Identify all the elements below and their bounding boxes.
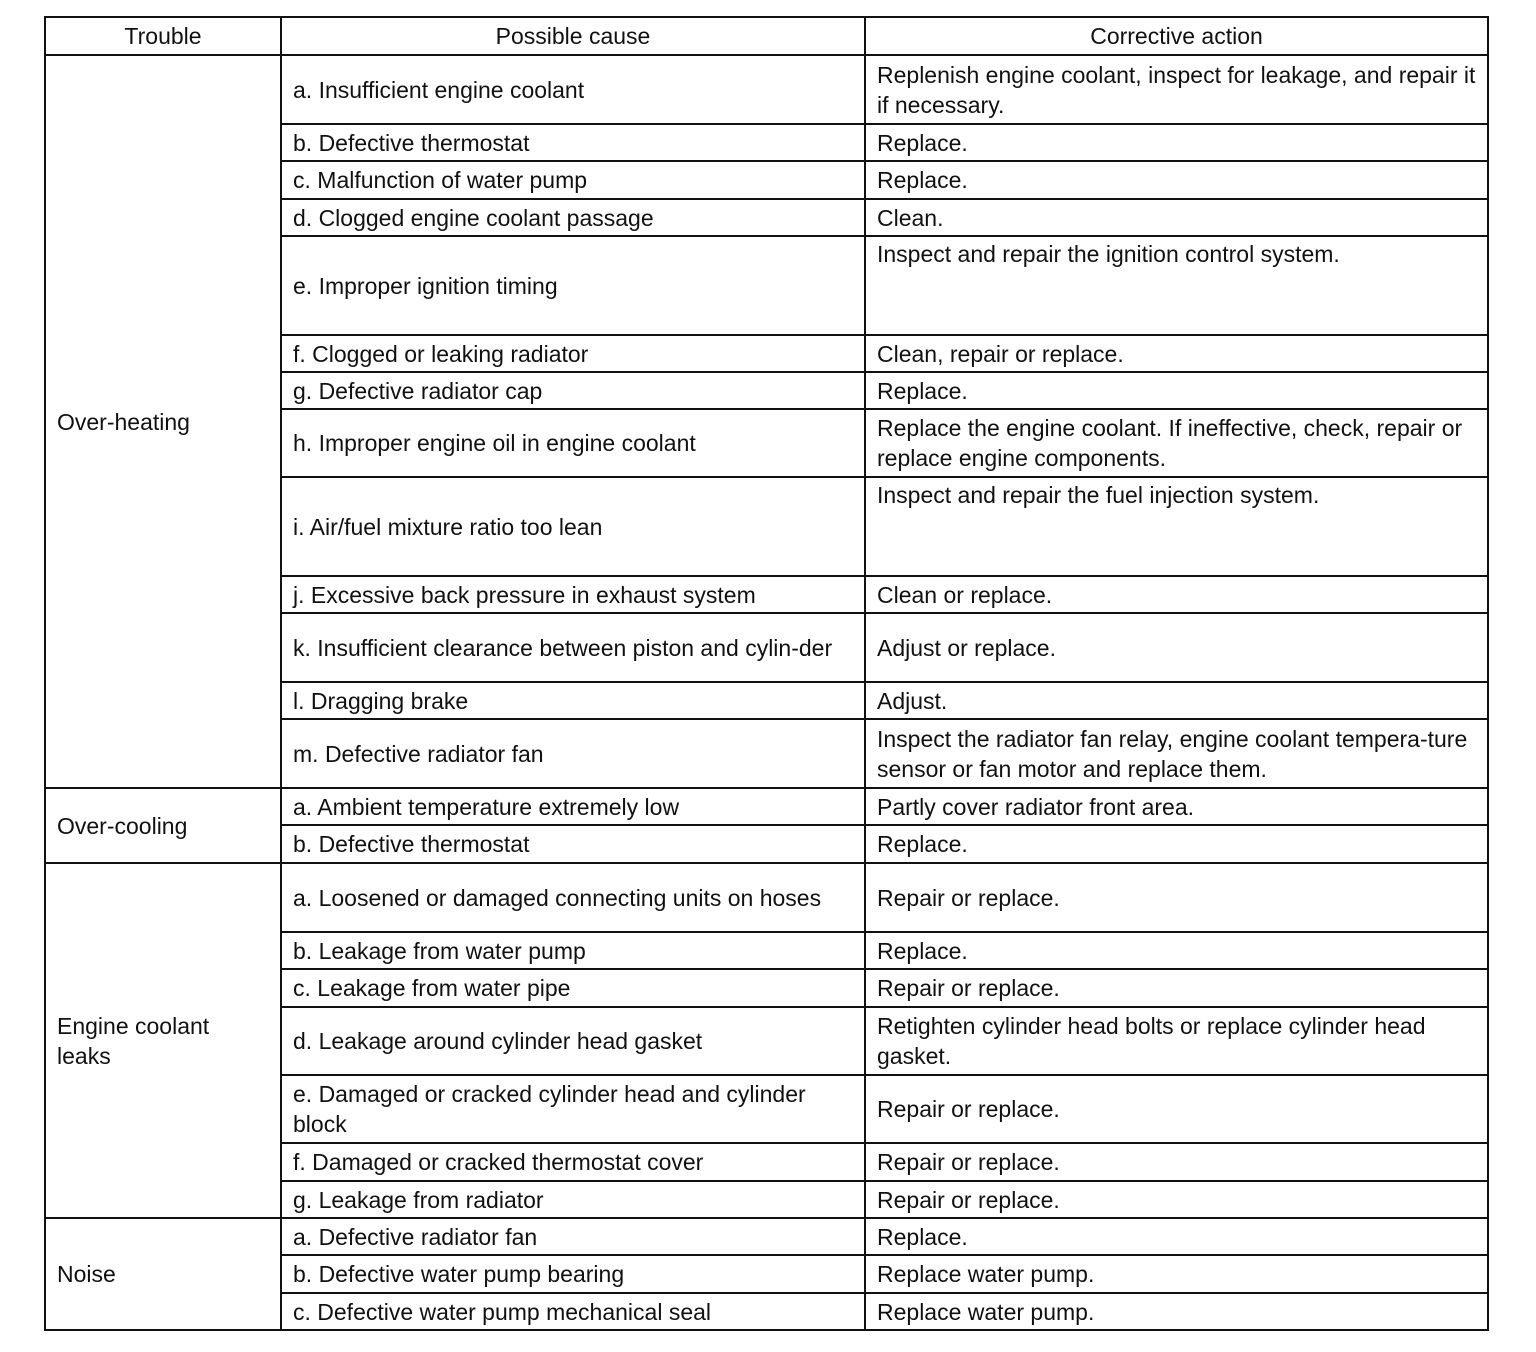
corrective-action-cell: Inspect the radiator fan relay, engine coolant tempera-ture sensor or fan motor and replace them.	[865, 719, 1488, 788]
corrective-action-cell: Inspect and repair the fuel injection system.	[865, 477, 1488, 576]
corrective-action-cell: Replenish engine coolant, inspect for leakage, and repair it if necessary.	[865, 55, 1488, 124]
corrective-action-cell: Replace.	[865, 372, 1488, 409]
possible-cause-cell: d. Clogged engine coolant passage	[281, 199, 865, 236]
possible-cause-cell: b. Defective thermostat	[281, 825, 865, 863]
possible-cause-cell: i. Air/fuel mixture ratio too lean	[281, 477, 865, 576]
corrective-action-cell: Clean or replace.	[865, 576, 1488, 613]
corrective-action-cell: Retighten cylinder head bolts or replace cylinder head gasket.	[865, 1007, 1488, 1075]
table-header	[45, 17, 1488, 55]
table-row	[45, 55, 1488, 124]
possible-cause-cell: e. Damaged or cracked cylinder head and cylinder block	[281, 1075, 865, 1143]
corrective-action-cell: Replace the engine coolant. If ineffective, check, repair or replace engine components.	[865, 409, 1488, 477]
possible-cause-cell: j. Excessive back pressure in exhaust system	[281, 576, 865, 613]
possible-cause-cell: g. Leakage from radiator	[281, 1181, 865, 1218]
possible-cause-cell: c. Defective water pump mechanical seal	[281, 1293, 865, 1330]
header-corrective-action: Corrective action	[865, 17, 1488, 55]
possible-cause-cell: k. Insufficient clearance between piston and cylin-der	[281, 613, 865, 682]
corrective-action-cell: Replace water pump.	[865, 1255, 1488, 1293]
header-trouble: Trouble	[45, 17, 281, 55]
corrective-action-cell: Clean.	[865, 199, 1488, 236]
corrective-action-cell: Replace.	[865, 932, 1488, 969]
possible-cause-cell: f. Clogged or leaking radiator	[281, 335, 865, 372]
possible-cause-cell: h. Improper engine oil in engine coolant	[281, 409, 865, 477]
possible-cause-cell: e. Improper ignition timing	[281, 236, 865, 335]
troubleshooting-table	[44, 16, 1489, 1331]
header-possible-cause: Possible cause	[281, 17, 865, 55]
corrective-action-cell: Repair or replace.	[865, 1181, 1488, 1218]
corrective-action-cell: Replace.	[865, 1218, 1488, 1255]
possible-cause-cell: d. Leakage around cylinder head gasket	[281, 1007, 865, 1075]
corrective-action-cell: Repair or replace.	[865, 1075, 1488, 1143]
possible-cause-cell: c. Malfunction of water pump	[281, 161, 865, 199]
corrective-action-cell: Replace.	[865, 161, 1488, 199]
corrective-action-cell: Replace.	[865, 825, 1488, 863]
possible-cause-cell: a. Loosened or damaged connecting units on hoses	[281, 863, 865, 932]
trouble-cell: Noise	[45, 1218, 281, 1330]
trouble-cell: Over-cooling	[45, 788, 281, 863]
corrective-action-cell: Inspect and repair the ignition control system.	[865, 236, 1488, 335]
corrective-action-cell: Adjust or replace.	[865, 613, 1488, 682]
possible-cause-cell: b. Defective water pump bearing	[281, 1255, 865, 1293]
corrective-action-cell: Replace.	[865, 124, 1488, 161]
corrective-action-cell: Partly cover radiator front area.	[865, 788, 1488, 825]
trouble-cell: Over-heating	[45, 55, 281, 788]
possible-cause-cell: l. Dragging brake	[281, 682, 865, 719]
possible-cause-cell: c. Leakage from water pipe	[281, 969, 865, 1007]
possible-cause-cell: m. Defective radiator fan	[281, 719, 865, 788]
table-row	[45, 863, 1488, 932]
possible-cause-cell: g. Defective radiator cap	[281, 372, 865, 409]
corrective-action-cell: Repair or replace.	[865, 1143, 1488, 1181]
table-body	[45, 55, 1488, 1330]
possible-cause-cell: f. Damaged or cracked thermostat cover	[281, 1143, 865, 1181]
corrective-action-cell: Adjust.	[865, 682, 1488, 719]
possible-cause-cell: a. Insufficient engine coolant	[281, 55, 865, 124]
corrective-action-cell: Repair or replace.	[865, 863, 1488, 932]
possible-cause-cell: a. Defective radiator fan	[281, 1218, 865, 1255]
table-row	[45, 1218, 1488, 1255]
trouble-cell: Engine coolant leaks	[45, 863, 281, 1218]
possible-cause-cell: b. Leakage from water pump	[281, 932, 865, 969]
possible-cause-cell: a. Ambient temperature extremely low	[281, 788, 865, 825]
corrective-action-cell: Clean, repair or replace.	[865, 335, 1488, 372]
possible-cause-cell: b. Defective thermostat	[281, 124, 865, 161]
corrective-action-cell: Replace water pump.	[865, 1293, 1488, 1330]
corrective-action-cell: Repair or replace.	[865, 969, 1488, 1007]
table-row	[45, 788, 1488, 825]
header-row	[45, 17, 1488, 55]
